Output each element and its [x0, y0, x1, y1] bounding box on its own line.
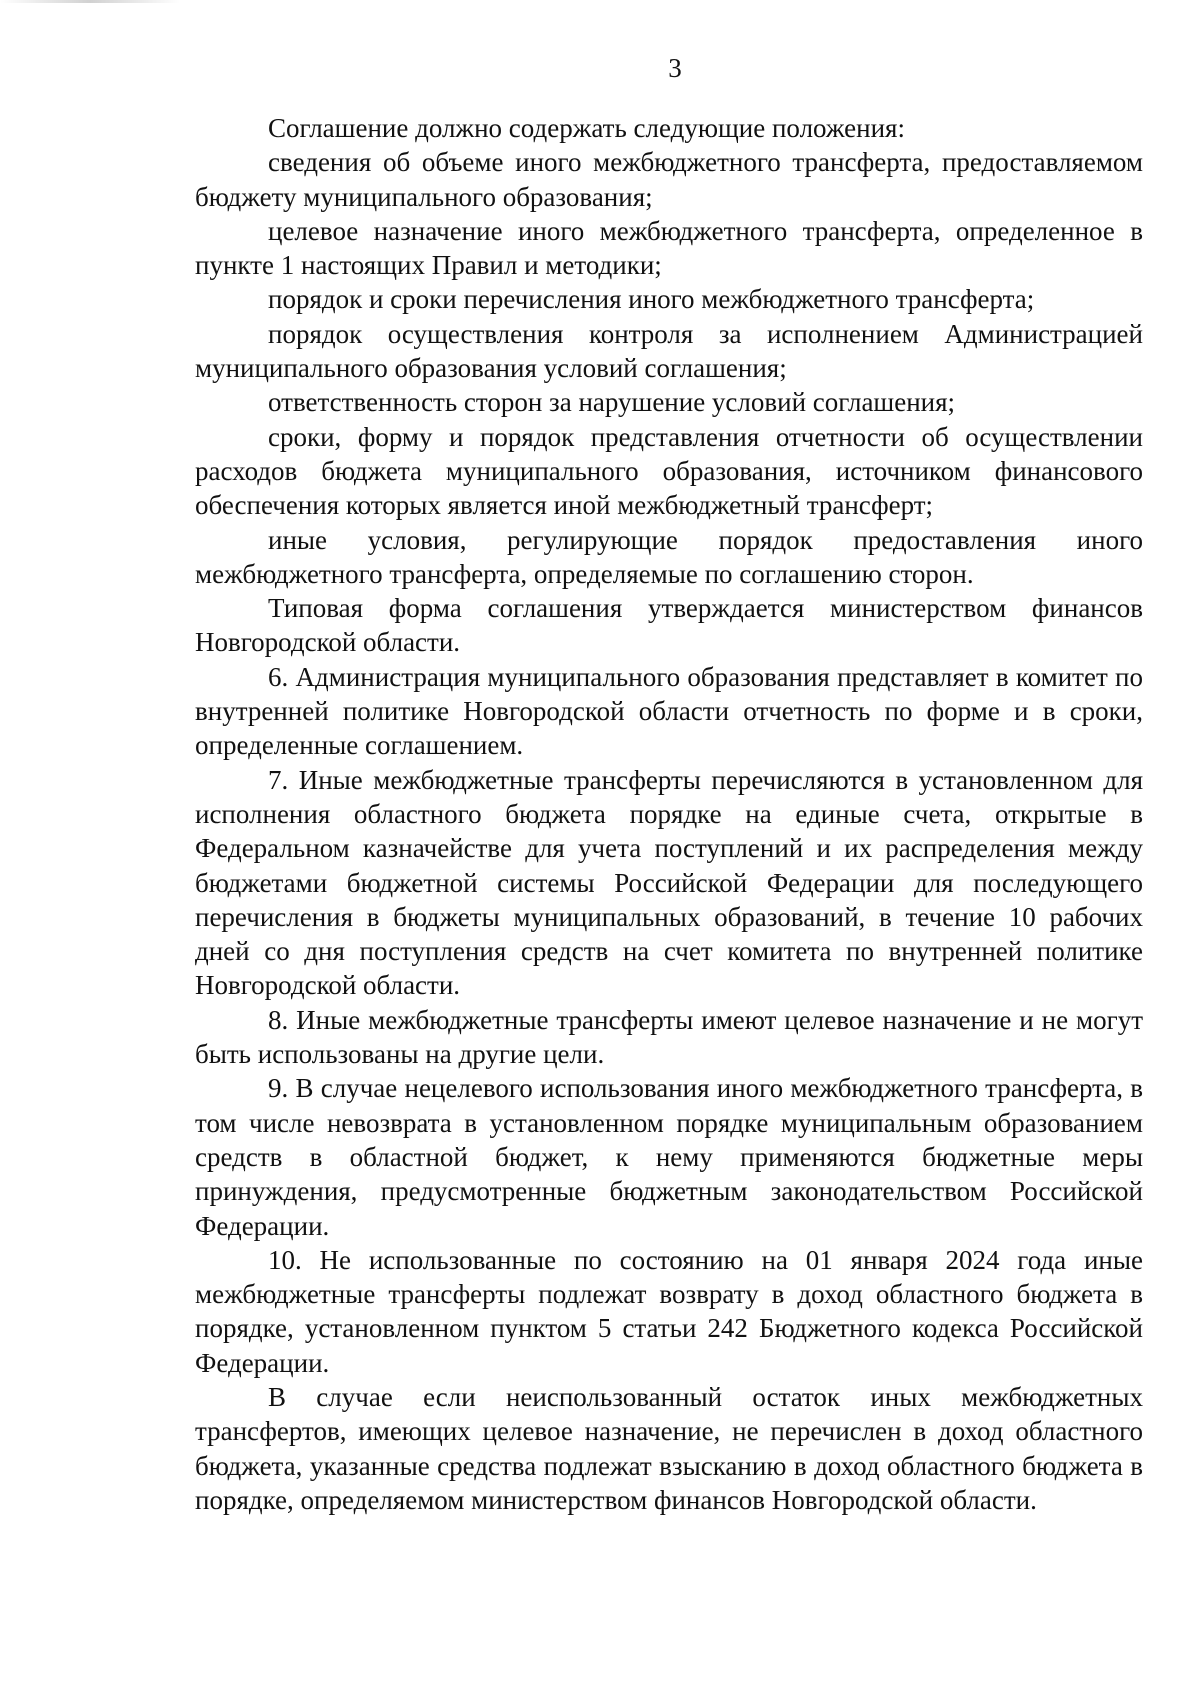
standard-form-paragraph: Типовая форма соглашения утверждается министерством финансов Новгородской области.	[195, 593, 1143, 658]
scan-edge-mark	[0, 0, 180, 3]
agreement-intro-paragraph: Соглашение должно содержать следующие положения:	[268, 113, 905, 143]
provision-control-paragraph: порядок осуществления контроля за исполнением Администрацией муниципального образования условий соглашения;	[195, 318, 1143, 384]
unused-balance-paragraph: В случае если неиспользованный остаток иных межбюджетных трансфертов, имеющих целевое назначение, не перечислен в доход областного бюджета, указанные средства подлежат взысканию в доход областного бюджета в порядке, определяемом министерством финансов Новгородской области.	[195, 1381, 1143, 1515]
provision-purpose-paragraph: целевое назначение иного межбюджетного трансферта, определенное в пункте 1 настоящих Правил и методики;	[195, 215, 1143, 281]
provision-volume-paragraph: сведения об объеме иного межбюджетного трансферта, предоставляемом бюджету муниципального образования;	[195, 147, 1143, 212]
page-number: 3	[668, 53, 682, 83]
clause-10-paragraph: 10. Не использованные по состоянию на 01 января 2024 года иные межбюджетные трансферты подлежат возврату в доход областного бюджета в порядке, установленном пунктом 5 статьи 242 Бюджетного кодекса Российской Федерации.	[195, 1244, 1143, 1378]
document-body	[195, 111, 1143, 1517]
provision-reporting-paragraph: сроки, форму и порядок представления отчетности об осуществлении расходов бюджета муниципального образования, источником финансового обеспечения которых является иной межбюджетный трансферт;	[195, 421, 1143, 521]
provision-responsibility-paragraph: ответственность сторон за нарушение условий соглашения;	[268, 387, 956, 418]
provision-other-conditions-paragraph: иные условия, регулирующие порядок предоставления иного межбюджетного трансферта, определяемые по соглашению сторон.	[195, 524, 1143, 589]
clause-6-paragraph: 6. Администрация муниципального образования представляет в комитет по внутренней политике Новгородской области отчетность по форме и в сроки, определенные соглашением.	[195, 661, 1143, 761]
clause-8-paragraph: 8. Иные межбюджетные трансферты имеют целевое назначение и не могут быть использованы на другие цели.	[195, 1004, 1143, 1070]
clause-9-paragraph: 9. В случае нецелевого использования иного межбюджетного трансферта, в том числе невозврата в установленном порядке муниципальным образованием средств в областной бюджет, к нему применяются бюджетные меры принуждения, предусмотренные бюджетным законодательством Российской Федерации.	[195, 1073, 1143, 1241]
clause-7-paragraph: 7. Иные межбюджетные трансферты перечисляются в установленном для исполнения областного бюджета порядке на единые счета, открытые в Федеральном казначействе для учета поступлений и их распределения между бюджетами бюджетной системы Российской Федерации для последующего перечисления в бюджеты муниципальных образований, в течение 10 рабочих дней со дня поступления средств на счет комитета по внутренней политике Новгородской области.	[195, 764, 1143, 1001]
provision-transfer-order-paragraph: порядок и сроки перечисления иного межбюджетного трансферта;	[268, 284, 1035, 315]
